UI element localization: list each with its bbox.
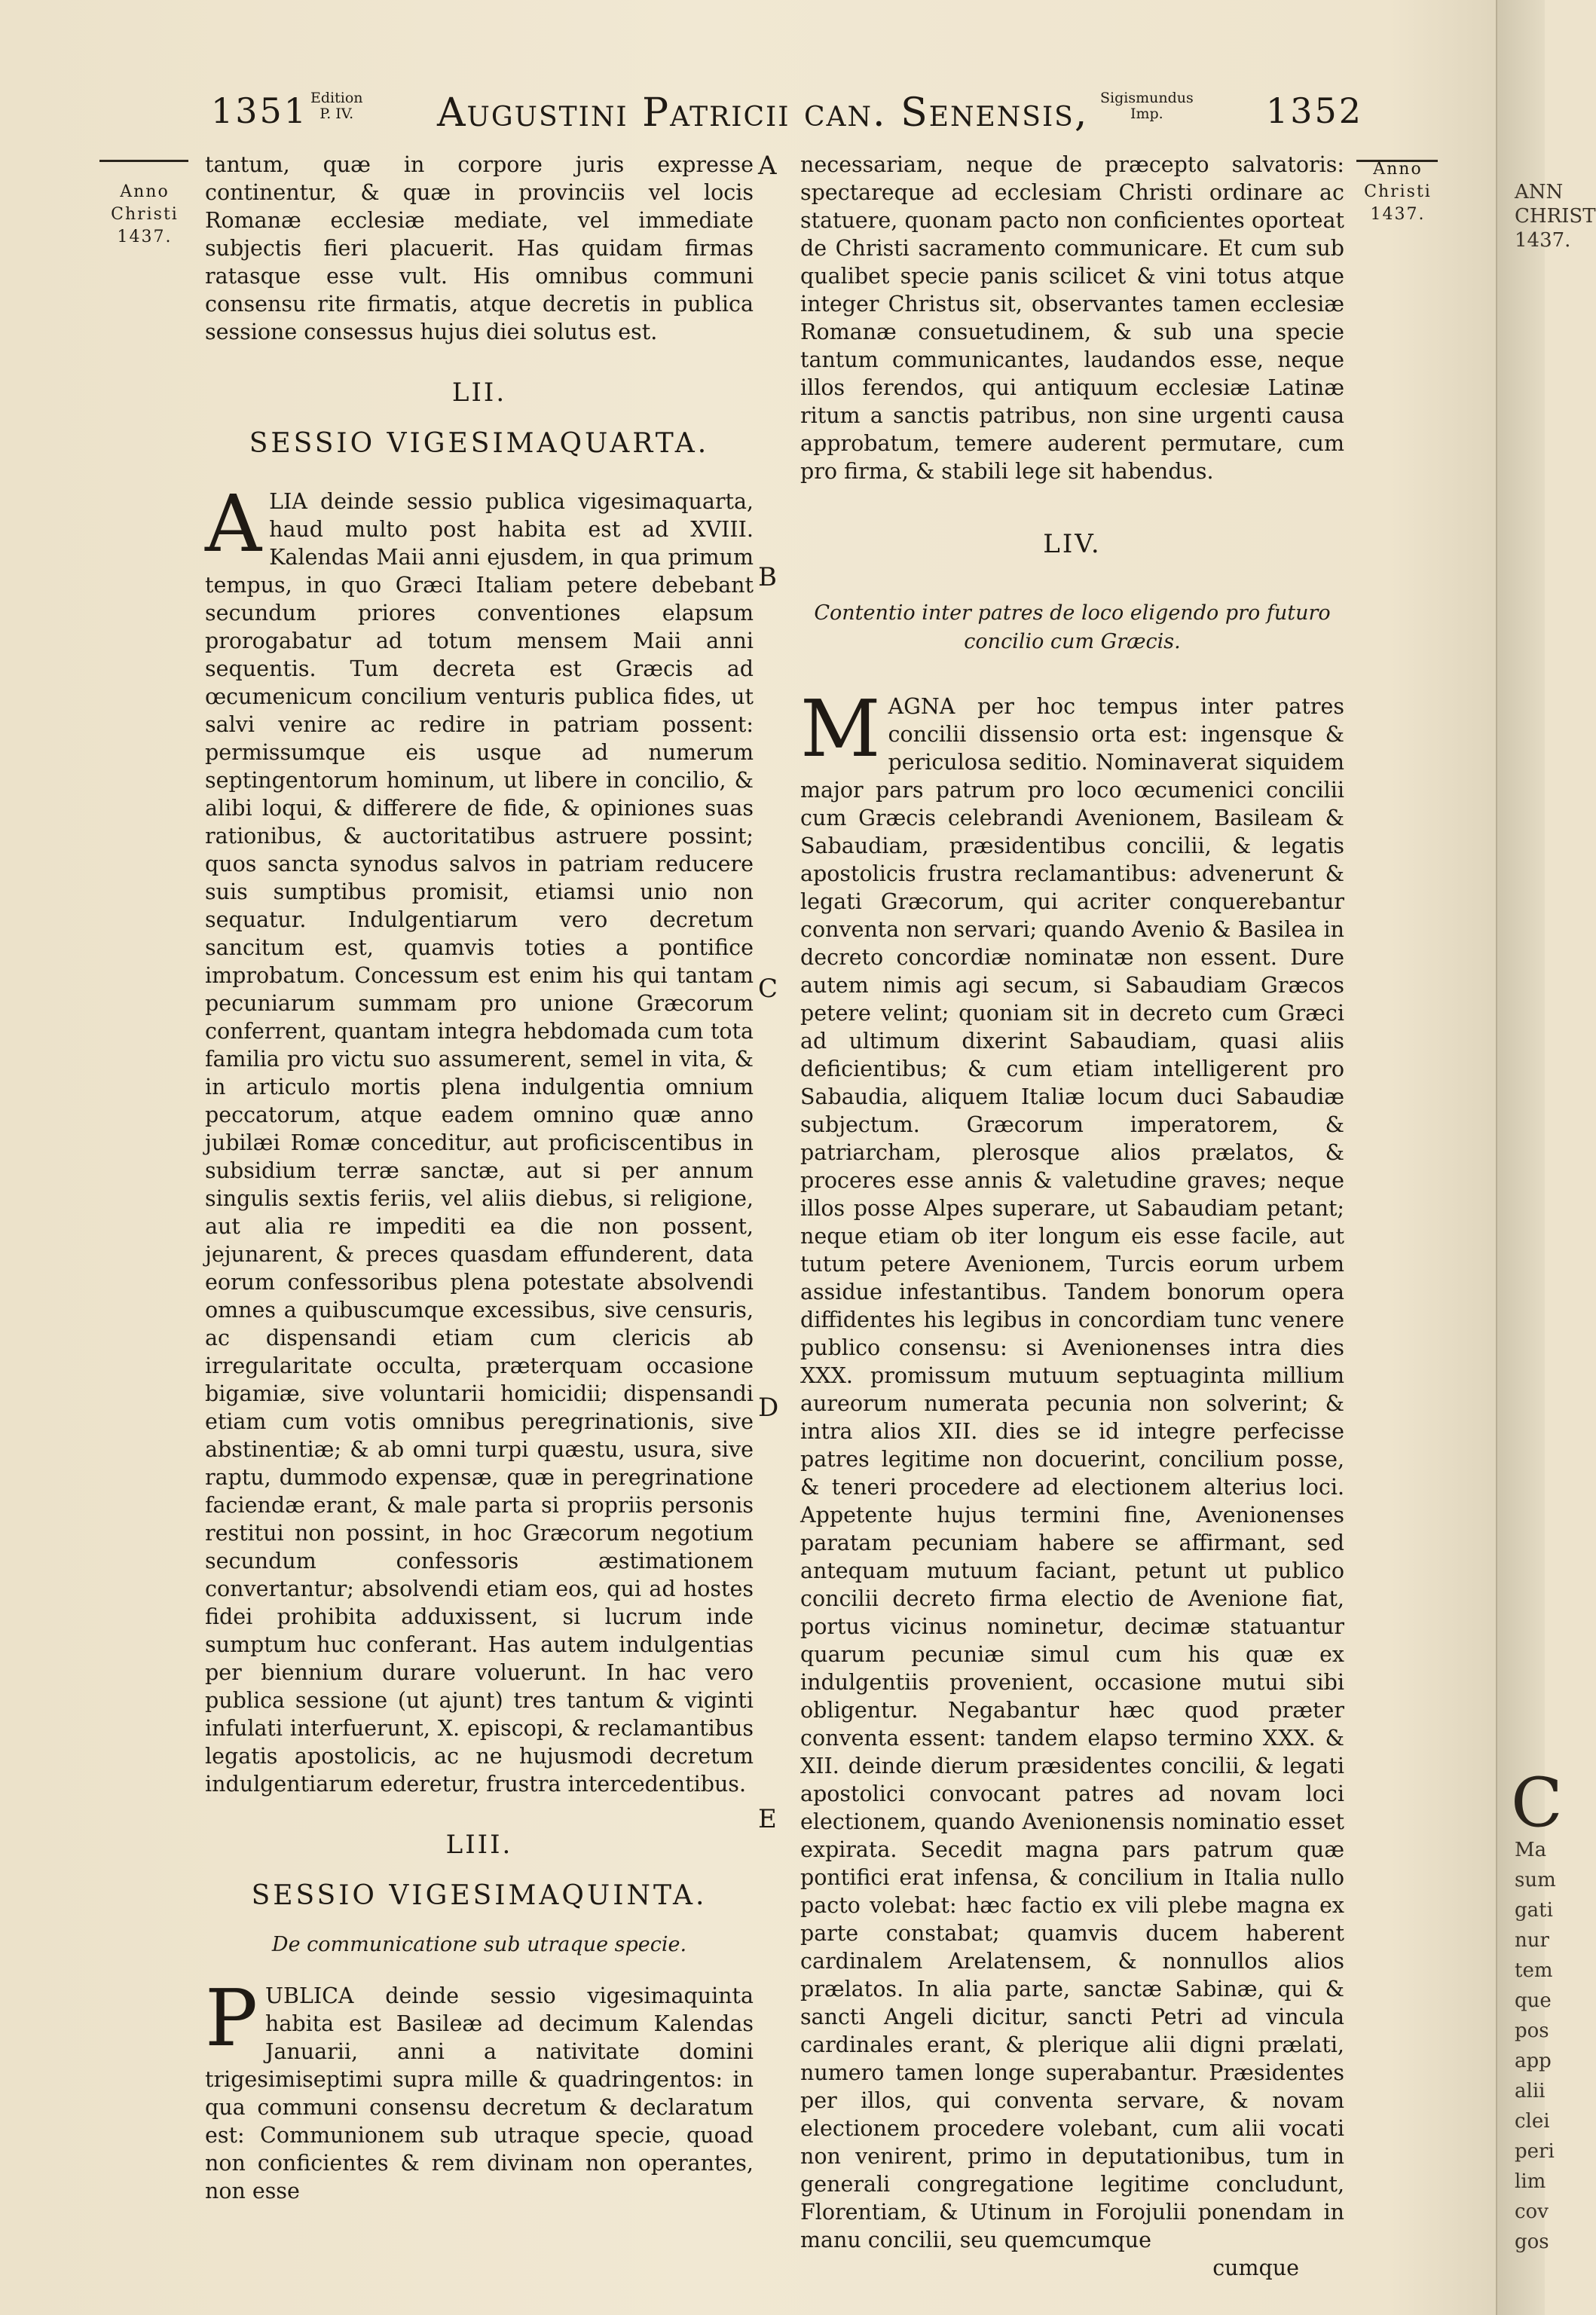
side-note-anno: Anno bbox=[1373, 160, 1423, 179]
edition-note-line: Edition bbox=[310, 90, 363, 106]
side-note-christi: Christi bbox=[111, 205, 179, 224]
left-column bbox=[205, 151, 754, 2205]
section-number-lii: LII. bbox=[451, 378, 507, 408]
drop-cap: P bbox=[205, 1972, 258, 2064]
section-title-sessio-25: SESSIO VIGESIMAQUINTA. bbox=[251, 1880, 708, 1911]
edition-note-right bbox=[1100, 90, 1194, 122]
adjacent-fragment: gos bbox=[1515, 2231, 1549, 2253]
page-number-right: 1352 bbox=[1266, 90, 1364, 131]
adjacent-fragment: gati bbox=[1515, 1899, 1553, 1922]
right-intro-text: necessariam, neque de præcepto salvatoris: spectareque ad ecclesiam Christi ordinare ac statuere, quonam pacto non conficientes oporteat de Christi sacramento communicare. Et cum sub qualibet specie panis scilicet & vini totus atque integer Christus sit, observantes tamen ecclesiæ Romanæ consuetudinem, & sub una specie tantum communicantes, laudandos esse, neque illos ferendos, qui antiquum ecclesiæ Latinæ ritum a sanctis patribus, non sine urgenti causa approbatum, temere auderent permutare, cum pro firma, & stabili lege sit habendus. bbox=[800, 152, 1344, 484]
left-intro-text: tantum, quæ in corpore juris expresse continentur, & quæ in provinciis vel locis Romanæ ecclesiæ mediate, vel immediate subjectis fieri placuerit. Has quidam firmas ratasque esse vult. His omnibus communi consensu rite firmatis, atque decretis in publica sessione consessus hujus diei solutus est. bbox=[205, 152, 754, 344]
section-subtitle-contentio: Contentio inter patres de loco eligendo pro futuro concilio cum Græcis. bbox=[814, 601, 1331, 653]
section-number-liii: LIII. bbox=[445, 1830, 513, 1860]
catchword: cumque bbox=[1212, 2255, 1299, 2280]
adjacent-fragment: peri bbox=[1515, 2140, 1555, 2163]
margin-letter-d: D bbox=[758, 1393, 779, 1423]
adjacent-fragment: clei bbox=[1515, 2110, 1550, 2133]
adjacent-fragment: cov bbox=[1515, 2200, 1549, 2223]
adjacent-fragment: sum bbox=[1515, 1869, 1556, 1891]
adjacent-fragment: nur bbox=[1515, 1929, 1549, 1952]
adjacent-fragment: lim bbox=[1515, 2170, 1546, 2193]
right-column bbox=[800, 151, 1344, 2282]
running-title: Augustini Patricii can. Senensis, bbox=[437, 90, 1089, 136]
margin-letter-e: E bbox=[758, 1804, 777, 1834]
margin-letter-b: B bbox=[758, 562, 777, 592]
side-rule-left bbox=[99, 160, 188, 162]
section-subtitle-communicatione: De communicatione sub utraque specie. bbox=[271, 1933, 687, 1956]
side-note-left bbox=[99, 181, 190, 249]
adjacent-fragment: pos bbox=[1515, 2020, 1549, 2042]
adjacent-fragment: app bbox=[1515, 2050, 1552, 2072]
margin-letter-a: A bbox=[758, 151, 777, 181]
side-note-year: 1437. bbox=[117, 228, 173, 246]
section-text-contentio bbox=[800, 683, 1344, 2254]
edition-note-left bbox=[310, 90, 363, 122]
adjacent-fragment: tem bbox=[1515, 1959, 1553, 1982]
drop-cap: M bbox=[800, 683, 881, 775]
adjacent-fragment: que bbox=[1515, 1989, 1552, 2012]
adjacent-fragment: alii bbox=[1515, 2080, 1546, 2102]
adjacent-fragment: 1437. bbox=[1515, 229, 1571, 252]
section-text-sessio-24 bbox=[205, 478, 754, 1798]
side-note-year: 1437. bbox=[1370, 205, 1426, 224]
section-text-sessio-25 bbox=[205, 1972, 754, 2205]
adjacent-fragment: ANN bbox=[1515, 181, 1564, 203]
section-title-sessio-24: SESSIO VIGESIMAQUARTA. bbox=[249, 428, 710, 459]
edition-note-line: Sigismundus bbox=[1100, 90, 1194, 106]
section-number-liv: LIV. bbox=[1043, 529, 1102, 559]
adjacent-fragment: Ma bbox=[1515, 1839, 1547, 1861]
margin-letter-c: C bbox=[758, 974, 778, 1004]
section-body: AGNA per hoc tempus inter patres concilii dissensio orta est: ingensque & periculosa seditio. Nominaverat siquidem major pars patrum pro loco œcumenici concilii cum Græcis celebrandi Avenionem, Basileam & Sabaudiam, præsidentibus concilii, & legatis apostolicis frustra reclamantibus: advenerunt & legati Græcorum, qui acriter conquerebantur conventa non servari; quando Avenio & Basilea in decreto concordiæ nominatæ non essent. Dure autem nimis agi secum, si Sabaudiam Græcos petere velint; quoniam sit in decreto cum Græci ad ultimum dixerint Sabaudiam, quasi aliis deficientibus; & cum etiam intelligerent pro Sabaudia, aliquem Italiæ locum duci Sabaudiæ subjectum. Græcorum imperatorem, & patriarcham, plerosque alios prælatos, & proceres esse annis & valetudine graves; neque illos posse Alpes superare, ut Sabaudiam petant; neque etiam ob iter longum eis esse facile, aut tutum petere Avenionem, Turcis eorum urbem assidue infestantibus. Tandem bonorum opera diffidentes his legibus in concordiam tunc venere publico consensu: si Avenionenses intra dies XXX. promissum mutuum septuaginta millium aureorum numerata pecunia non solverint; & intra alios XII. dies se id integre perfecisse patres legitime non docuerint, concilium posse, & teneri procedere ad electionem alterius loci. Appetente hujus termini fine, Avenionenses paratam pecuniam habere se affirmant, sed antequam mutuum faciant, petunt ut publico concilii decreto firma electio de Avenione fiat, portus vicinus nominetur, decimæ statuantur quarum pecuniæ simul cum his quæ ex indulgentiis provenient, occasione mutui sibi obligentur. Negabantur hæc quod præter conventa essent: tandem elapso termino XXX. & XII. deinde dierum præsidentes concilii, & legati apostolici convocant patres ad novam loci electionem, quando Avenionensis nominatio esset expirata. Secedit magna pars patrum quæ pontifici erat infensa, & concilium in Italia nullo pacto volebat: hæc factio ex vili plebe magna ex parte constabat; quamvis ducem haberent cardinalem Arelatensem, & nonnullos alios prælatos. In alia parte, sanctæ Sabinæ, qui & sancti Angeli dicitur, sancti Petri ad vincula cardinales erant, & plerique alii digni prælati, numero tamen longe superabantur. Præsidentes per illos, qui conventa servare, & novam electionem procedere volebant, cum alii vocati non venirent, primo in deputationibus, tum in generali congregatione legitime concludunt, Florentiam, & Utinum in Forojulii ponendam in manu concilii, seu quemcumque bbox=[800, 694, 1344, 2252]
edition-note-line: P. IV. bbox=[320, 105, 354, 122]
adjacent-fragment: CHRIST bbox=[1515, 205, 1596, 228]
section-body: UBLICA deinde sessio vigesimaquinta habita est Basileæ ad decimum Kalendas Januarii, anni a nativitate domini trigesimiseptimi supra mille & quadringentos: in qua communi consensu decretum & declaratum est: Communionem sub utraque specie, quoad non conficientes & rem divinam non operantes, non esse bbox=[205, 1983, 754, 2203]
adjacent-drop-letter: C bbox=[1511, 1763, 1563, 1843]
drop-cap: A bbox=[205, 478, 262, 570]
section-body: LIA deinde sessio publica vigesimaquarta, haud multo post habita est ad XVIII. Kalendas Maii anni ejusdem, in qua primum tempus, in quo Græci Italiam petere debebant secundum priores conventiones elapsum prorogabatur ad totum mensem Maii anni sequentis. Tum decreta est Græcis ad œcumenicum concilium venturis publica fides, ut salvi venire ac redire in patriam possent: permissumque eis usque ad numerum septingentorum hominum, ut libere in concilio, & alibi loqui, & differere de fide, & opiniones suas rationibus, & auctoritatibus astruere possint; quos sancta synodus salvos in patriam reducere suis sumptibus promisit, etiamsi unio non sequatur. Indulgentiarum vero decretum sancitum est, quamvis toties a pontifice improbatum. Concessum est enim his qui tantam pecuniarum summam pro unione Græcorum conferrent, quantam integra hebdomada cum tota familia pro victu suo assumerent, semel in vita, & in articulo mortis plena indulgentia omnium peccatorum, atque eadem omnino quæ anno jubilæi Romæ conceditur, aut proficiscentibus in subsidium terræ sanctæ, aut si per annum singulis sextis feriis, vel aliis diebus, si religione, aut alia re impediti ea die non possent, jejunarent, & preces quasdam effunderent, data eorum confessoribus plena potestate absolvendi omnes a quibuscumque excessibus, sive censuris, ac dispensandi etiam cum clericis ab irregularitate occulta, præterquam occasione bigamiæ, sive voluntarii homicidii; dispensandi etiam cum votis omnibus peregrinationis, sive abstinentiæ; & ab omni turpi quæstu, usura, sive raptu, dummodo expensæ, quæ in peregrinatione faciendæ erant, & male parta si propriis personis restitui non possint, in hoc Græcorum negotium secundum confessoris æstimationem convertantur; absolvendi etiam eos, qui ad hostes fidei prohibita adduxissent, si lucrum inde sumptum huc conferant. Has autem indulgentias per biennium durare voluerunt. In hac vero publica sessione (ut ajunt) tres tantum & viginti infulati interfuerunt, X. episcopi, & reclamantibus legatis apostolicis, ac ne hujusmodi decretum indulgentiarum ederetur, frustra intercedentibus. bbox=[205, 489, 754, 1797]
edition-note-line: Imp. bbox=[1130, 105, 1163, 122]
side-note-right bbox=[1353, 158, 1443, 226]
page-number-left: 1351 bbox=[211, 90, 309, 131]
side-note-anno: Anno bbox=[120, 182, 170, 201]
side-note-christi: Christi bbox=[1364, 182, 1432, 201]
